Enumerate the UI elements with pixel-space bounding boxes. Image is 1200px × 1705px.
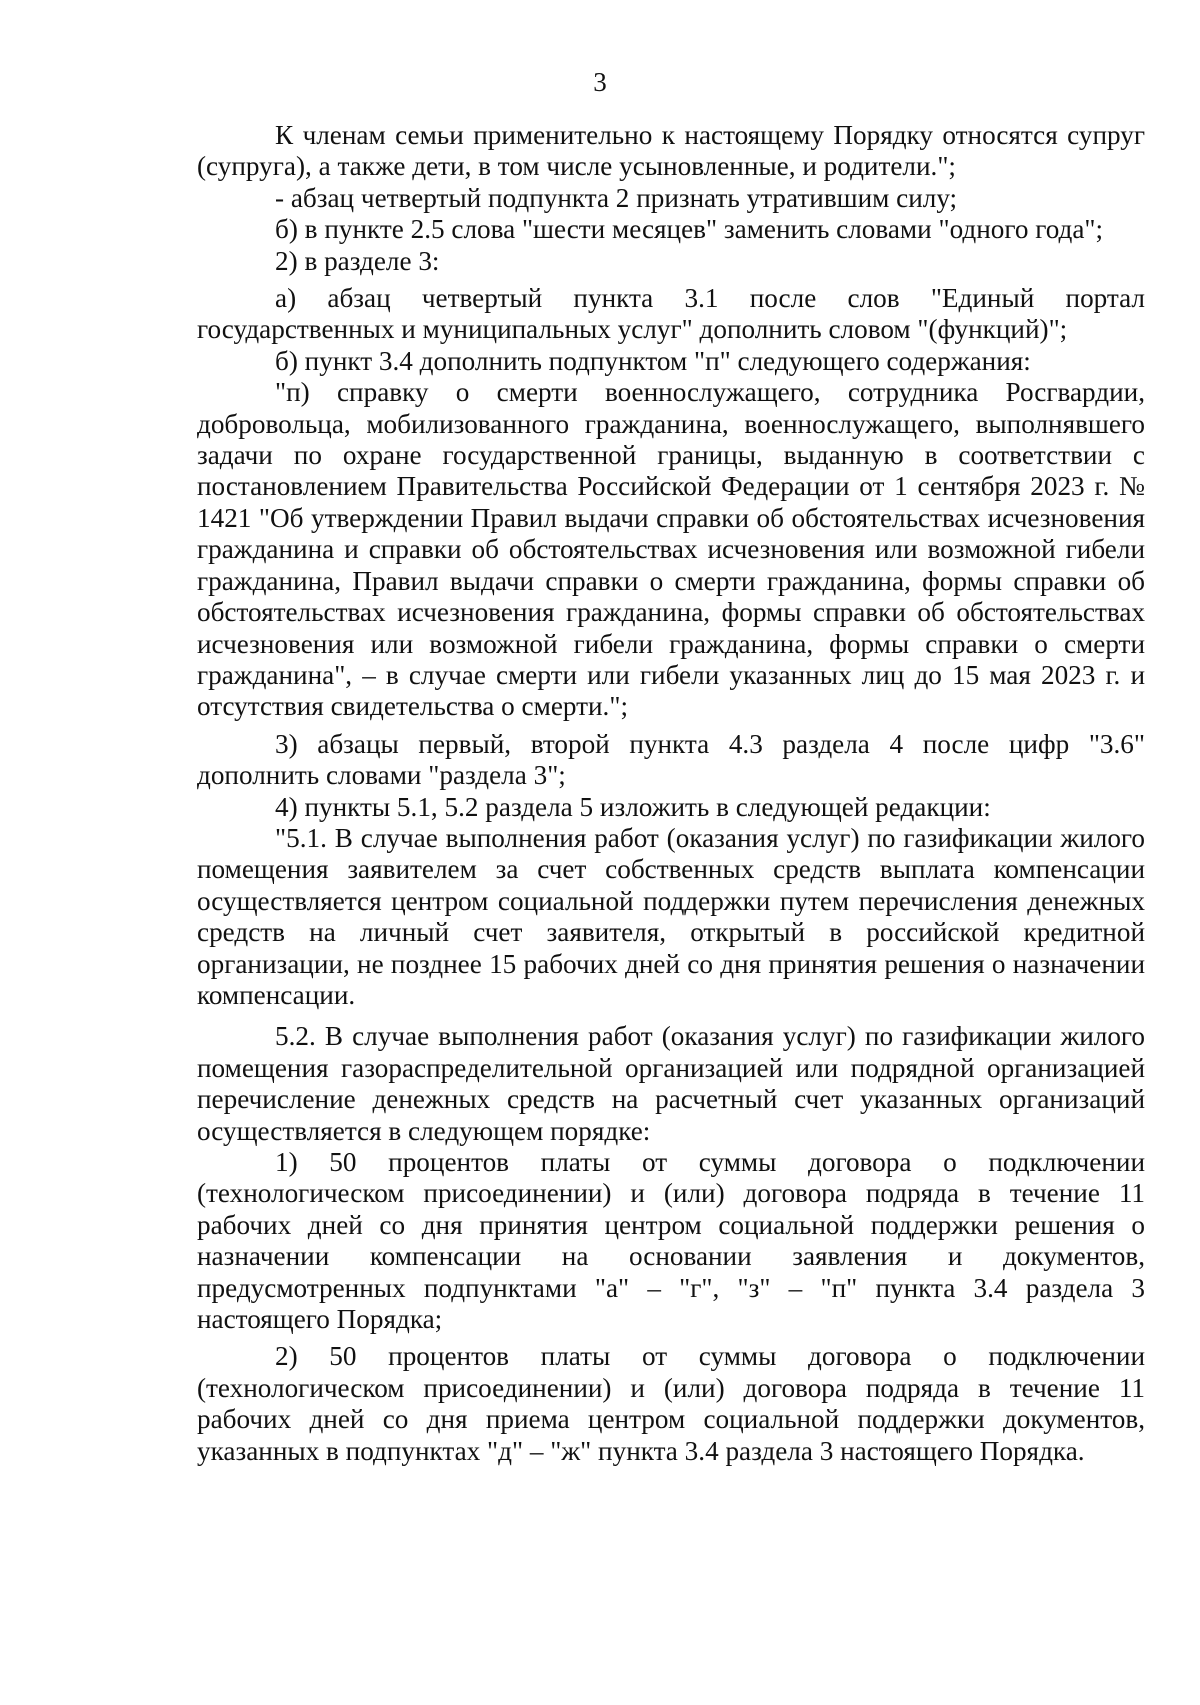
paragraph-subitem-p: "п) справку о смерти военнослужащего, сотрудника Росгвардии, добровольца, мобилизованного гражданина, военнослужащего, выполнявшего задачи по охране государственной границы, выданную в соответствии с постановлением Правительства Российской Федерации от 1 сентября 2023 г. № 1421 "Об утверждении Правил выдачи справки об обстоятельствах исчезновения гражданина и справки об обстоятельствах исчезновения или возможной гибели гражданина, Правил выдачи справки о смерти гражданина, формы справки об обстоятельствах исчезновения гражданина, формы справки об обстоятельствах исчезновения или возможной гибели гражданина, формы справки о смерти гражданина", – в случае смерти или гибели указанных лиц до 15 мая 2023 г. и отсутствия свидетельства о смерти.";: [197, 377, 1145, 722]
document-body: [197, 120, 1145, 1467]
paragraph-subitem-2-void: - абзац четвертый подпункта 2 признать утратившим силу;: [275, 182, 958, 213]
paragraph-section-3: 2) в разделе 3:: [275, 245, 440, 276]
paragraph-item-4-3: 3) абзацы первый, второй пункта 4.3 раздела 4 после цифр "3.6" дополнить словами "раздела 3";: [197, 728, 1145, 791]
paragraph-family-members: К членам семьи применительно к настоящему Порядку относятся супруг (супруга), а также дети, в том числе усыновленные, и родители.";: [197, 120, 1145, 182]
paragraph-item-2-5: б) в пункте 2.5 слова "шести месяцев" заменить словами "одного года";: [275, 214, 1104, 245]
paragraph-section-5: 4) пункты 5.1, 5.2 раздела 5 изложить в следующей редакции:: [275, 791, 991, 822]
page-number: 3: [593, 67, 607, 97]
paragraph-item-5-2: 5.2. В случае выполнения работ (оказания услуг) по газификации жилого помещения газораспределительной организацией или подрядной организацией перечисление денежных средств на расчетный счет указанных организаций осуществляется в следующем порядке:: [197, 1021, 1145, 1146]
paragraph-subitem-1: 1) 50 процентов платы от суммы договора о подключении (технологическом присоединении) и (или) договора подряда в течение 11 рабочих дней со дня принятия центром социальной поддержки решения о назначении компенсации на основании заявления и документов, предусмотренных подпунктами "а" – "г", "з" – "п" пункта 3.4 раздела 3 настоящего Порядка;: [197, 1147, 1145, 1335]
paragraph-item-3-1: а) абзац четвертый пункта 3.1 после слов "Единый портал государственных и муниципальных услуг" дополнить словом "(функций)";: [197, 283, 1145, 345]
paragraph-item-3-4: б) пункт 3.4 дополнить подпунктом "п" следующего содержания:: [275, 345, 1031, 376]
paragraph-item-5-1: "5.1. В случае выполнения работ (оказания услуг) по газификации жилого помещения заявителем за счет собственных средств выплата компенсации осуществляется центром социальной поддержки путем перечисления денежных средств на личный счет заявителя, открытый в российской кредитной организации, не позднее 15 рабочих дней со дня принятия решения о назначении компенсации.: [197, 822, 1145, 1010]
paragraph-subitem-2: 2) 50 процентов платы от суммы договора о подключении (технологическом присоединении) и (или) договора подряда в течение 11 рабочих дней со дня приема центром социальной поддержки документов, указанных в подпунктах "д" – "ж" пункта 3.4 раздела 3 настоящего Порядка.: [197, 1341, 1145, 1466]
